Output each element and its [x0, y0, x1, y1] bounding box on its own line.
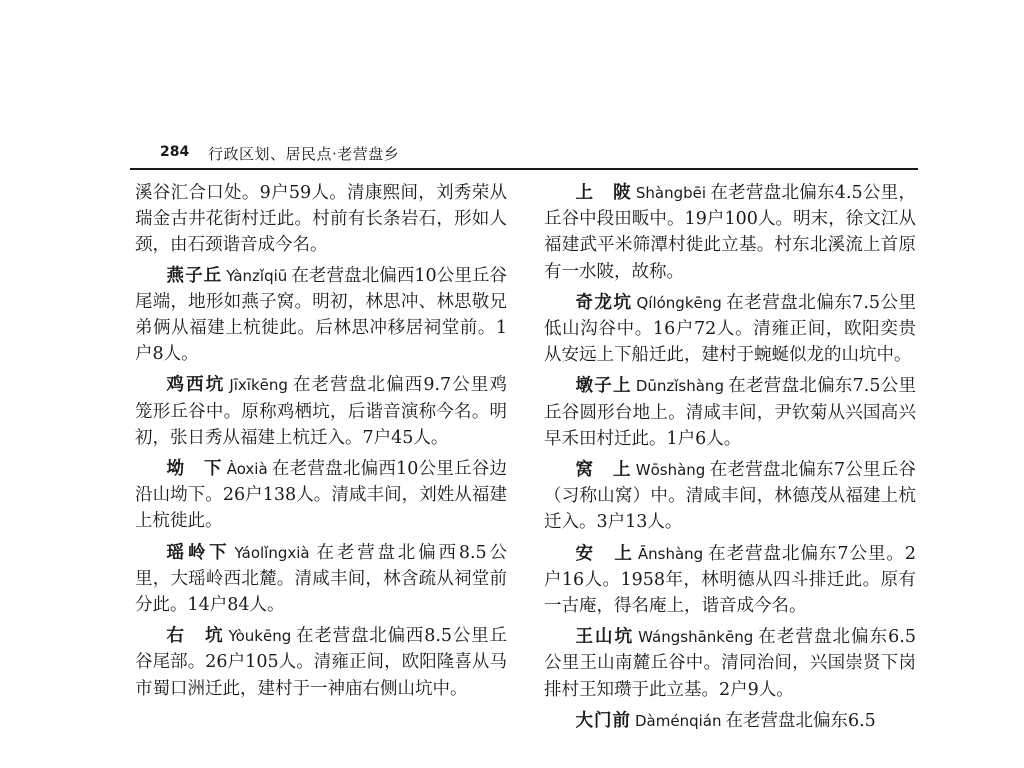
place-pinyin: Wángshānkēng — [638, 628, 754, 647]
entry — [544, 624, 916, 703]
place-pinyin: Shàngbēi — [635, 184, 707, 202]
place-name: 王山坑 — [575, 627, 635, 648]
entry-text: 溪谷汇合口处。9户59人。清康熙间，刘秀荣从瑞金古井花街村迁此。村前有长条岩石，形如人颈，由石颈谐音成今名。 — [135, 183, 507, 256]
place-name: 鸡西坑 — [166, 375, 226, 396]
place-name: 奇龙坑 — [575, 292, 633, 313]
entry-text: 在老营盘北偏东7.5公里低山沟谷中。16户72人。清雍正间，欧阳奕贵从安远上下船迁此，建村于蜿蜒似龙的山坑中。 — [544, 292, 916, 366]
entry-text: 在老营盘北偏东7.5公里丘谷圆形台地上。清咸丰间，尹钦菊从兴国高兴早禾田村迁此。1户6人。 — [544, 376, 916, 449]
place-pinyin: Àoxià — [226, 460, 268, 479]
entry-text: 在老营盘北偏东7公里。2户16人。1958年，林明德从四斗排迁此。原有一古庵，得名庵上，谐音成今名。 — [544, 543, 916, 617]
entry — [544, 708, 916, 734]
entry — [544, 373, 916, 452]
place-pinyin: Wōshàng — [635, 461, 706, 480]
entry-text: 在老营盘北偏西8.5公里，大瑶岭西北麓。清咸丰间，林含疏从祠堂前分此。14户84人。 — [135, 542, 507, 616]
place-pinyin: Dūnzǐshàng — [635, 377, 724, 396]
entry-text: 在老营盘北偏西10公里丘谷尾端，地形如燕子窝。明初，林思冲、林思敬兄弟俩从福建上杭徙此。后林思冲移居祠堂前。1户8人。 — [135, 265, 507, 365]
place-name: 窝 上 — [575, 460, 632, 481]
entry-text: 在老营盘北偏东6.5公里王山南麓丘谷中。清同治间，兴国崇贤下岗排村王知瓒于此立基。2户9人。 — [544, 627, 916, 700]
entry — [135, 456, 507, 535]
entry-text: 在老营盘北偏西9.7公里鸡笼形丘谷中。原称鸡栖坑，后谐音演称今名。明初，张日秀从福建上杭迁入。7户45人。 — [135, 375, 507, 448]
place-name: 安 上 — [575, 543, 634, 564]
place-pinyin: Yáolǐngxià — [234, 543, 310, 562]
entry — [135, 623, 507, 702]
entry-text: 在老营盘北偏西8.5公里丘谷尾部。26户105人。清雍正间，欧阳隆喜从马市蜀口洲迁此，建村于一神庙右侧山坑中。 — [135, 626, 507, 699]
entry-text: 在老营盘北偏西10公里丘谷边沿山坳下。26户138人。清咸丰间，刘姓从福建上杭徙此。 — [135, 459, 507, 532]
entry-text: 在老营盘北偏东6.5 — [725, 710, 876, 731]
entry-text: 在老营盘北偏东4.5公里，丘谷中段田畈中。19户100人。明末，徐文江从福建武平米筛潭村徙此立基。村东北溪流上首原有一水陂，故称。 — [544, 183, 916, 282]
place-pinyin: Ānshàng — [637, 544, 704, 563]
entry — [135, 372, 507, 451]
page-number: 284 — [160, 144, 190, 160]
entry — [544, 290, 916, 369]
entry — [544, 457, 916, 536]
place-name: 上 陂 — [575, 183, 632, 203]
place-pinyin: Yànzǐqiū — [226, 266, 288, 285]
right-column — [544, 180, 916, 739]
place-name: 坳 下 — [166, 459, 223, 480]
place-name: 瑶岭下 — [166, 542, 231, 563]
entry — [544, 180, 916, 285]
place-pinyin: Dàménqián — [635, 711, 722, 730]
place-name: 墩子上 — [575, 376, 632, 397]
entry — [135, 263, 507, 368]
entry-text: 在老营盘北偏东7公里丘谷（习称山窝）中。清咸丰间，林德茂从福建上杭迁入。3户13人。 — [544, 460, 916, 533]
entry — [135, 540, 507, 619]
place-name: 大门前 — [575, 710, 631, 731]
place-name: 右 坑 — [166, 626, 225, 647]
entry-continuation — [135, 180, 507, 259]
place-pinyin: Yòukēng — [228, 627, 292, 646]
place-name: 燕子丘 — [166, 265, 223, 286]
entry — [544, 541, 916, 620]
place-pinyin: Qílóngkēng — [636, 293, 722, 312]
place-pinyin: Jīxīkēng — [229, 376, 288, 395]
running-title: 行政区划、居民点·老营盘乡 — [208, 145, 400, 163]
left-column — [135, 180, 507, 707]
page-header — [130, 142, 918, 170]
